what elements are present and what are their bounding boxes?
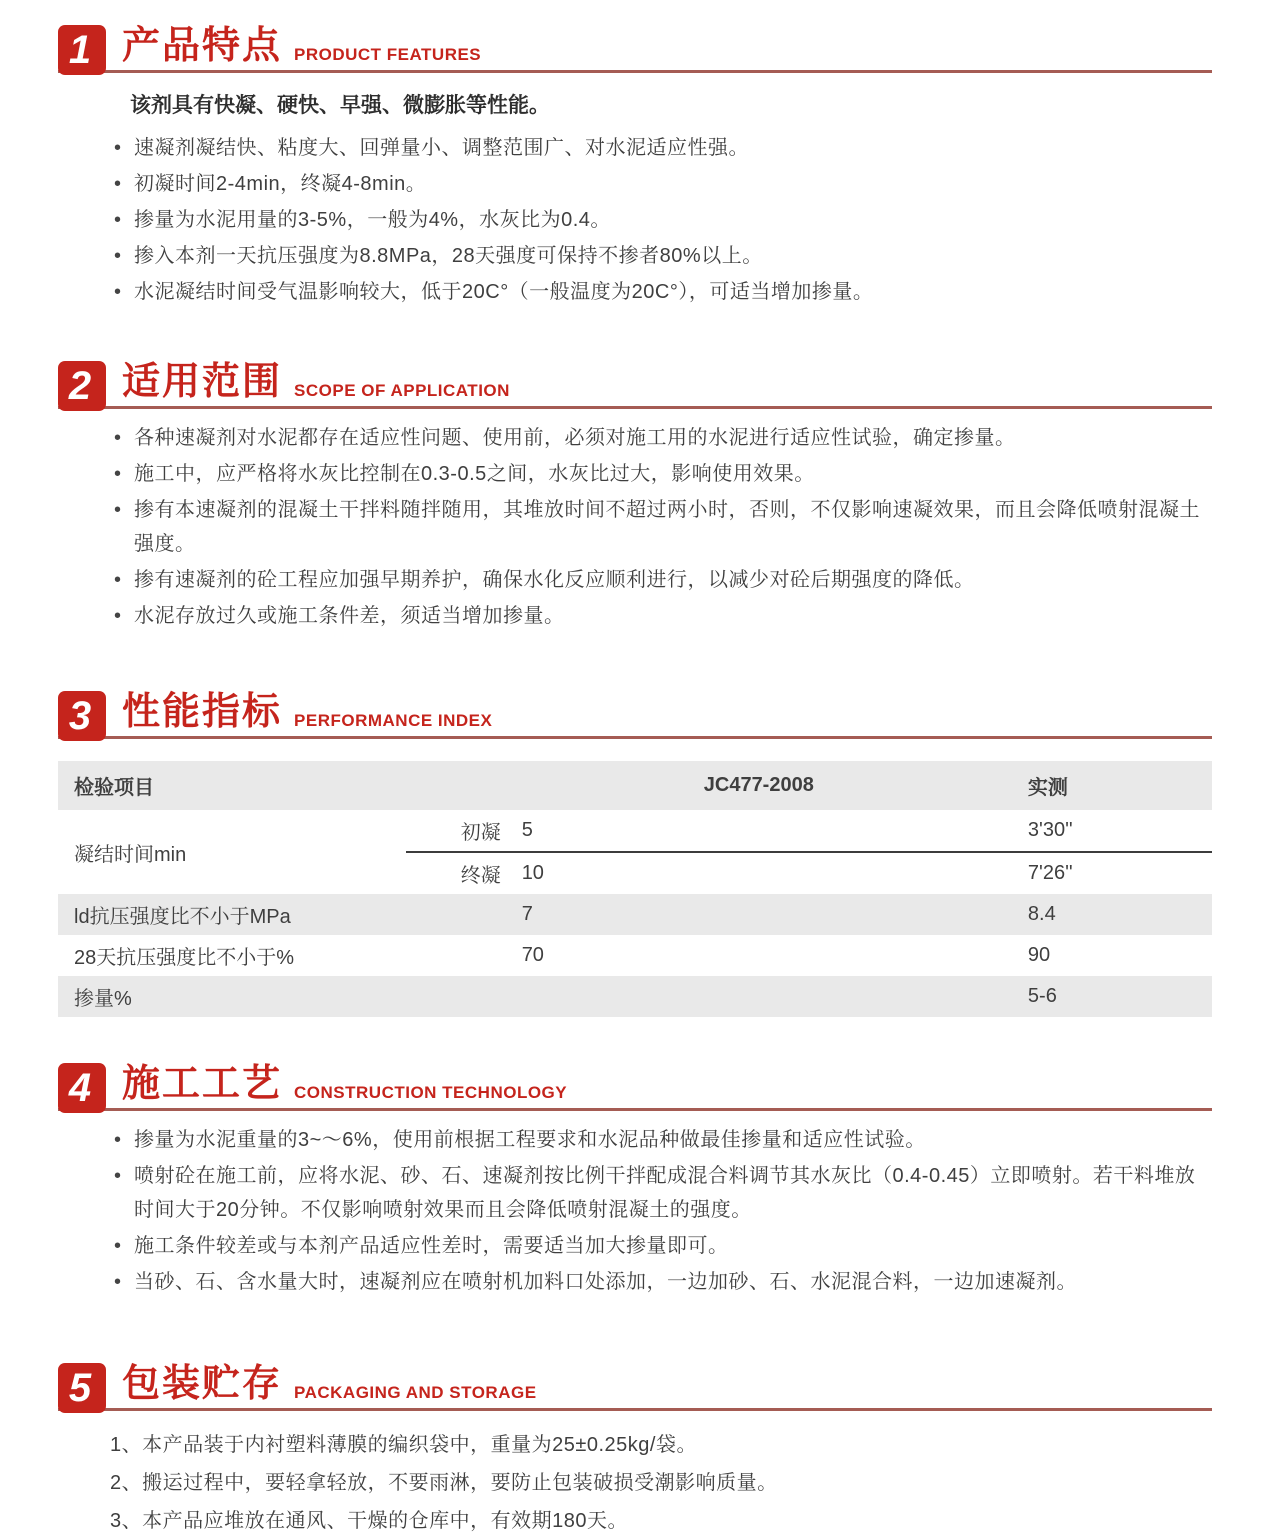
col-header-measured: 实测 — [996, 761, 1212, 810]
row-label: 凝结时间min — [58, 810, 406, 894]
list-item: • 掺有本速凝剂的混凝土干拌料随拌随用，其堆放时间不超过两小时，否则，不仅影响速凝效果，而且会降低喷射混凝土强度。 — [114, 493, 1212, 561]
cell-standard: 10 — [522, 852, 996, 894]
bullet-list — [58, 131, 1212, 309]
section-title: 产品特点 — [122, 25, 283, 68]
table-row — [58, 894, 1212, 935]
section-subtitle-en: PACKAGING AND STORAGE — [294, 1383, 537, 1402]
list-item: • 掺入本剂一天抗压强度为8.8MPa，28天强度可保持不掺者80%以上。 — [114, 239, 1212, 273]
list-item: 1、本产品装于内衬塑料薄膜的编织袋中，重量为25±0.25kg/袋。 — [110, 1434, 697, 1456]
cell-standard: 5 — [522, 810, 996, 852]
col-header-item: 检验项目 — [58, 761, 522, 810]
list-item: • 水泥凝结时间受气温影响较大，低于20C°（一般温度为20C°），可适当增加掺量。 — [114, 275, 1212, 309]
intro-text: 该剂具有快凝、硬快、早强、微膨胀等性能。 — [130, 94, 550, 117]
list-item: • 掺量为水泥用量的3-5%，一般为4%，水灰比为0.4。 — [114, 203, 1212, 237]
row-sublabel: 终凝 — [406, 852, 522, 894]
section-header — [58, 691, 1212, 739]
cell-standard — [522, 976, 996, 1017]
cell-measured: 5-6 — [996, 976, 1212, 1017]
bullet-list — [58, 1123, 1212, 1299]
section-scope-of-application — [58, 361, 1212, 633]
list-item: • 初凝时间2-4min，终凝4-8min。 — [114, 167, 1212, 201]
list-item: • 施工中，应严格将水灰比控制在0.3-0.5之间，水灰比过大，影响使用效果。 — [114, 457, 1212, 491]
section-number-badge: 3 — [58, 691, 106, 741]
section-header — [58, 361, 1212, 409]
row-label: ld抗压强度比不小于MPa — [58, 894, 522, 935]
list-item: • 水泥存放过久或施工条件差，须适当增加掺量。 — [114, 599, 1212, 633]
table-row — [58, 935, 1212, 976]
numbered-list — [58, 1427, 1212, 1539]
list-item: • 各种速凝剂对水泥都存在适应性问题、使用前，必须对施工用的水泥进行适应性试验，确定掺量。 — [114, 421, 1212, 455]
cell-measured: 8.4 — [996, 894, 1212, 935]
cell-measured: 90 — [996, 935, 1212, 976]
section-construction-technology — [58, 1063, 1212, 1299]
section-number-badge: 4 — [58, 1063, 106, 1113]
cell-measured: 7'26'' — [996, 852, 1212, 894]
section-packaging-and-storage — [58, 1363, 1212, 1539]
section-header — [58, 25, 1212, 73]
list-item: • 喷射砼在施工前，应将水泥、砂、石、速凝剂按比例干拌配成混合料调节其水灰比（0.4-0.45）立即喷射。若干料堆放时间大于20分钟。不仅影响喷射效果而且会降低喷射混凝土的强度。 — [114, 1159, 1212, 1227]
performance-table — [58, 761, 1212, 1017]
list-item: 2、搬运过程中，要轻拿轻放，不要雨淋，要防止包装破损受潮影响质量。 — [110, 1472, 778, 1494]
section-title: 施工工艺 — [122, 1063, 283, 1106]
list-item: • 施工条件较差或与本剂产品适应性差时，需要适当加大掺量即可。 — [114, 1229, 1212, 1263]
section-product-features — [58, 25, 1212, 309]
row-label: 掺量% — [58, 976, 522, 1017]
bullet-list — [58, 421, 1212, 633]
cell-measured: 3'30'' — [996, 810, 1212, 852]
section-number-badge: 5 — [58, 1363, 106, 1413]
row-label: 28天抗压强度比不小于% — [58, 935, 522, 976]
list-item: • 速凝剂凝结快、粘度大、回弹量小、调整范围广、对水泥适应性强。 — [114, 131, 1212, 165]
section-performance-index — [58, 691, 1212, 1017]
table-row — [58, 810, 1212, 852]
section-subtitle-en: SCOPE OF APPLICATION — [294, 381, 510, 400]
col-header-standard: JC477-2008 — [522, 761, 996, 810]
section-header — [58, 1363, 1212, 1411]
list-item: • 当砂、石、含水量大时，速凝剂应在喷射机加料口处添加，一边加砂、石、水泥混合料，一边加速凝剂。 — [114, 1265, 1212, 1299]
section-number-badge: 2 — [58, 361, 106, 411]
list-item: • 掺有速凝剂的砼工程应加强早期养护，确保水化反应顺利进行，以减少对砼后期强度的降低。 — [114, 563, 1212, 597]
table-row — [58, 976, 1212, 1017]
section-header — [58, 1063, 1212, 1111]
section-subtitle-en: CONSTRUCTION TECHNOLOGY — [294, 1083, 568, 1102]
cell-standard: 70 — [522, 935, 996, 976]
row-sublabel: 初凝 — [406, 810, 522, 852]
section-subtitle-en: PERFORMANCE INDEX — [294, 711, 493, 730]
list-item: • 掺量为水泥重量的3~～6%，使用前根据工程要求和水泥品种做最佳掺量和适应性试验。 — [114, 1123, 1212, 1157]
list-item: 3、本产品应堆放在通风、干燥的仓库中，有效期180天。 — [110, 1510, 628, 1532]
section-title: 包装贮存 — [122, 1363, 283, 1406]
table-header-row — [58, 761, 1212, 810]
section-title: 性能指标 — [122, 691, 283, 734]
section-number-badge: 1 — [58, 25, 106, 75]
section-title: 适用范围 — [122, 361, 283, 404]
cell-standard: 7 — [522, 894, 996, 935]
section-subtitle-en: PRODUCT FEATURES — [294, 45, 482, 64]
